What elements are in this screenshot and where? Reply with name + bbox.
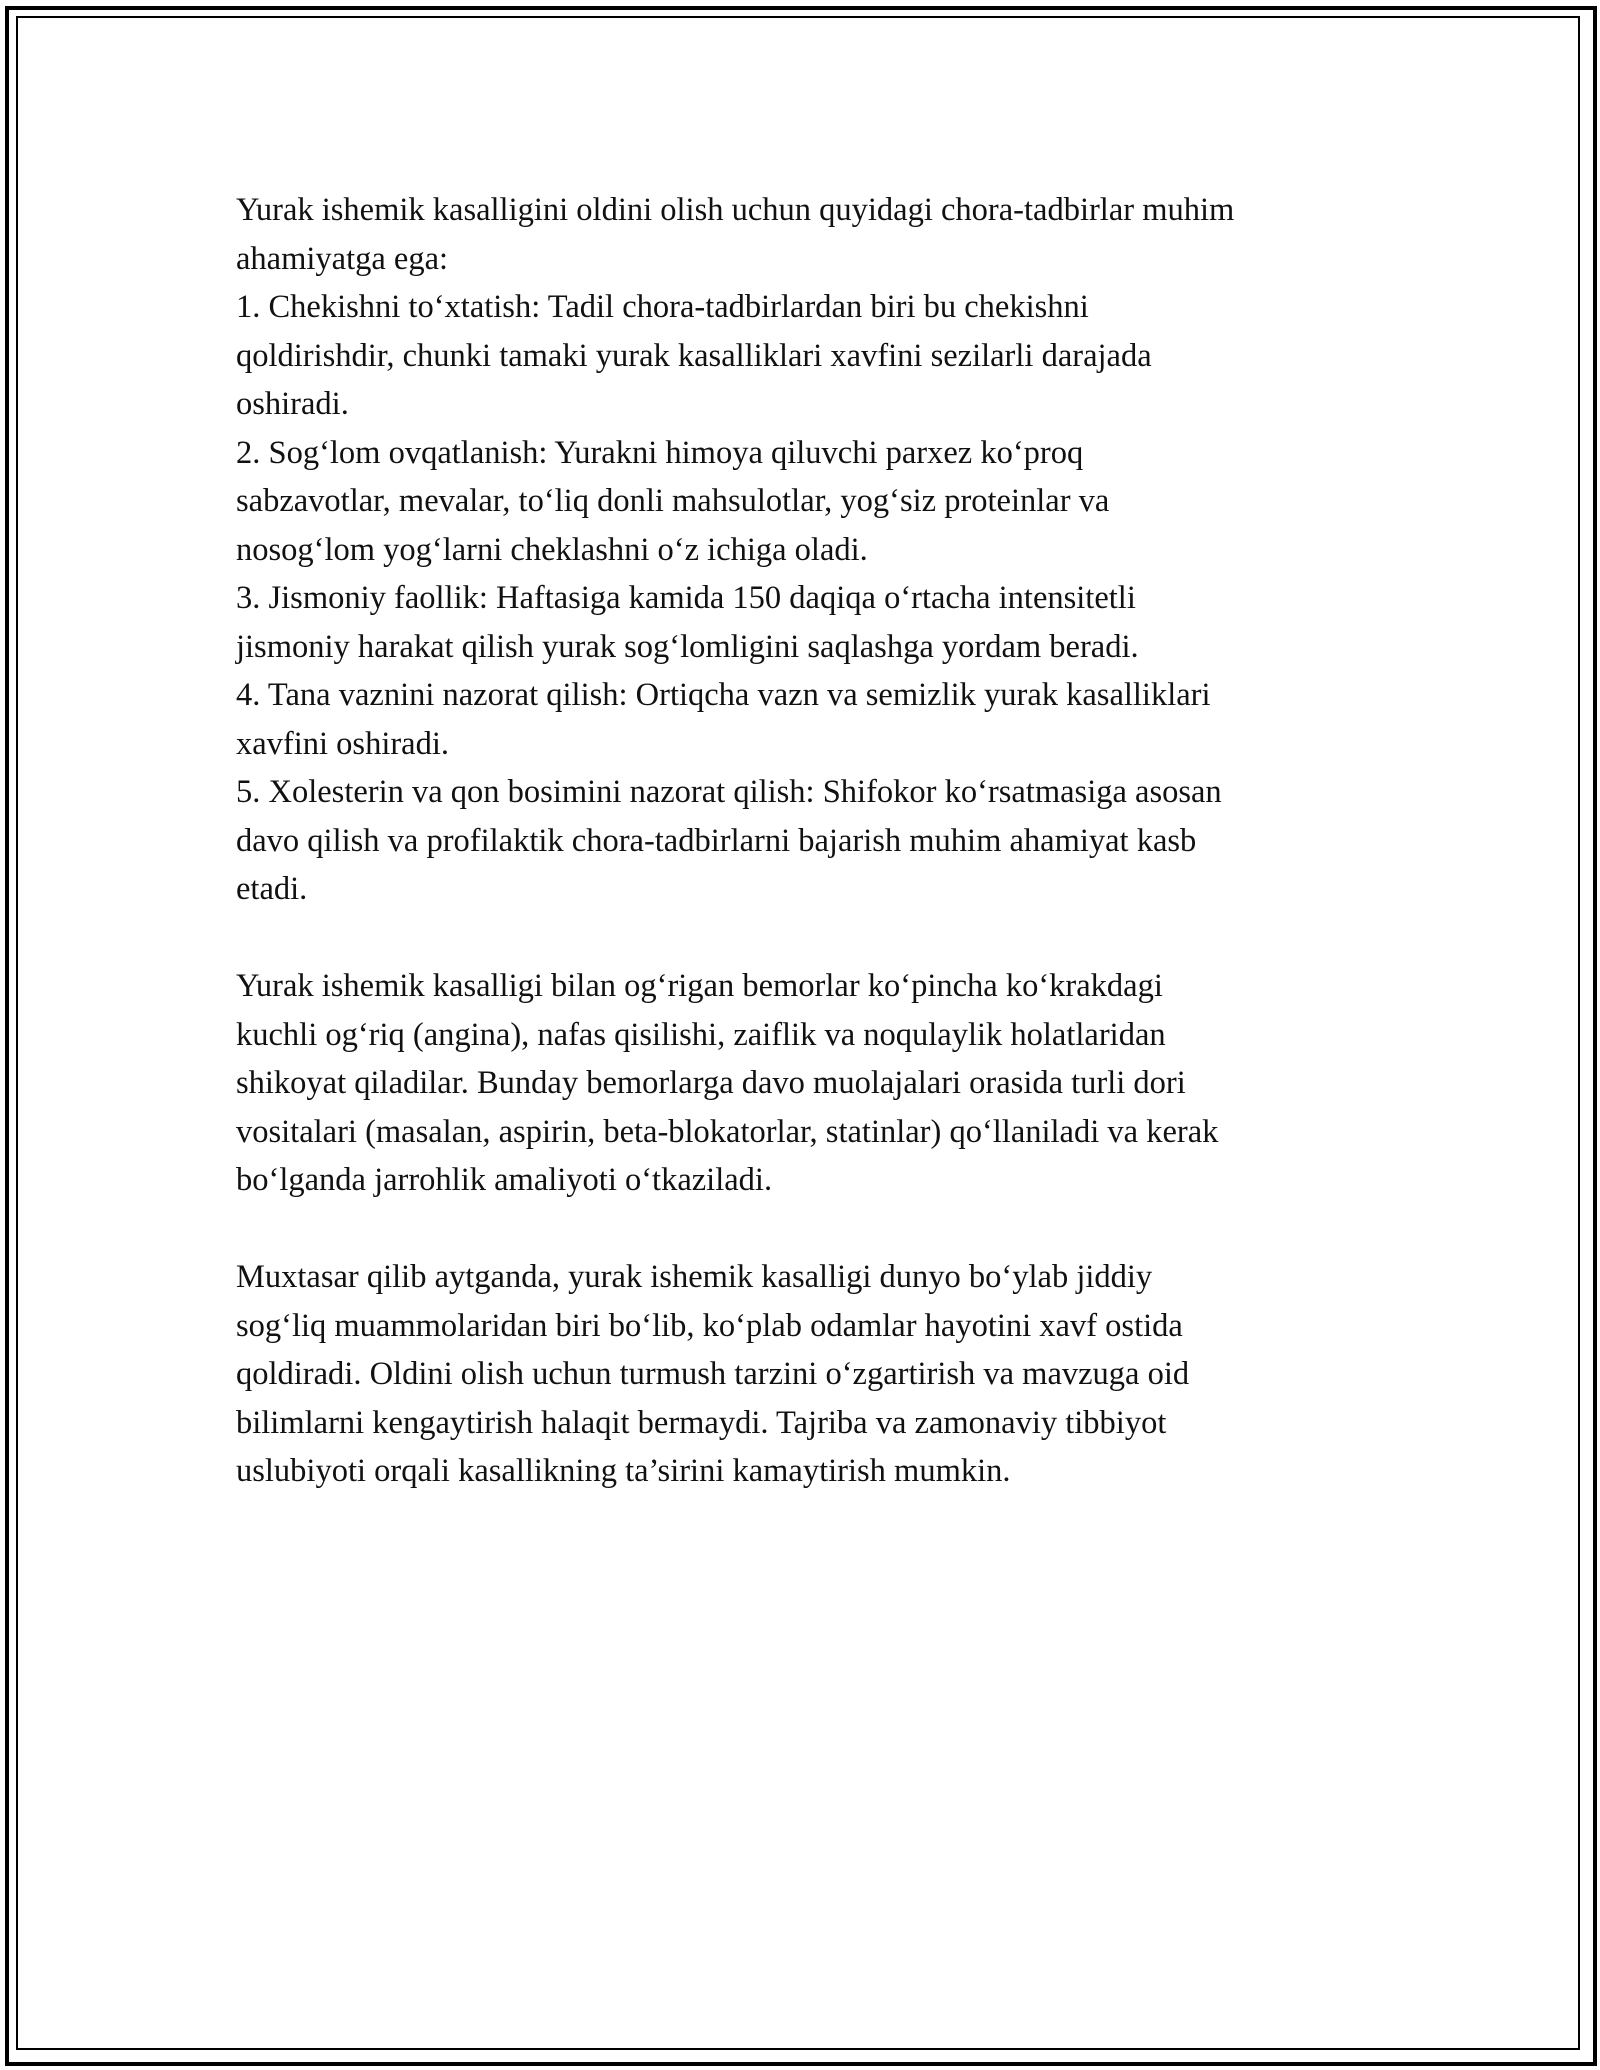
list-item-line: jismoniy harakat qilish yurak sog‘lomligini saqlashga yordam beradi. [236,628,1139,665]
paragraph-spacer [236,1205,1376,1254]
list-item-line: qoldirishdir, chunki tamaki yurak kasalliklari xavfini sezilarli darajada [236,337,1152,374]
paragraph-line: kuchli og‘riq (angina), nafas qisilishi, zaiflik va noqulaylik holatlaridan [236,1016,1166,1053]
paragraph-line: Muxtasar qilib aytganda, yurak ishemik kasalligi dunyo bo‘ylab jiddiy [236,1259,1153,1295]
list-item-line: sabzavotlar, mevalar, to‘liq donli mahsulotlar, yog‘siz proteinlar va [236,483,1110,519]
list-item-line: 3. Jismoniy faollik: Haftasiga kamida 150 daqiqa o‘rtacha intensitetli [236,580,1136,616]
paragraph-line: shikoyat qiladilar. Bunday bemorlarga davo muolajalari orasida turli dori [236,1065,1186,1101]
document-body [236,186,1376,1496]
intro-line: ahamiyatga ega: [236,240,449,277]
list-item-cholesterol [236,768,1376,914]
prevention-paragraph [236,186,1376,914]
list-item-nutrition [236,429,1376,575]
paragraph-line: bo‘lganda jarrohlik amaliyoti o‘tkaziladi. [236,1162,773,1198]
list-item-line: davo qilish va profilaktik chora-tadbirlarni bajarish muhim ahamiyat kasb [236,822,1197,859]
list-item-line: nosog‘lom yog‘larni cheklashni o‘z ichiga oladi. [236,531,868,568]
list-item-line: 4. Tana vaznini nazorat qilish: Ortiqcha vazn va semizlik yurak kasalliklari [236,677,1211,713]
list-item-weight [236,671,1376,768]
paragraph-line: uslubiyoti orqali kasallikning ta’sirini kamaytirish mumkin. [236,1453,1011,1489]
list-item-smoking [236,283,1376,429]
paragraph-line: bilimlarni kengaytirish halaqit bermaydi. Tajriba va zamonaviy tibbiyot [236,1404,1167,1441]
list-item-line: xavfini oshiradi. [236,725,450,762]
list-item-line: 1. Chekishni to‘xtatish: Tadil chora-tadbirlardan biri bu chekishni [236,289,1089,325]
paragraph-line: Yurak ishemik kasalligi bilan og‘rigan bemorlar ko‘pincha ko‘krakdagi [236,968,1163,1004]
symptoms-paragraph [236,962,1376,1205]
paragraph-line: sog‘liq muammolaridan biri bo‘lib, ko‘plab odamlar hayotini xavf ostida [236,1307,1183,1344]
list-item-line: 2. Sog‘lom ovqatlanish: Yurakni himoya qiluvchi parxez ko‘proq [236,434,1084,471]
intro-line: Yurak ishemik kasalligini oldini olish uchun quyidagi chora-tadbirlar muhim [236,192,1235,228]
paragraph-spacer [236,914,1376,963]
list-item-line: 5. Xolesterin va qon bosimini nazorat qilish: Shifokor ko‘rsatmasiga asosan [236,774,1222,810]
conclusion-paragraph [236,1253,1376,1496]
paragraph-line: qoldiradi. Oldini olish uchun turmush tarzini o‘zgartirish va mavzuga oid [236,1356,1190,1392]
paragraph-line: vositalari (masalan, aspirin, beta-blokatorlar, statinlar) qo‘llaniladi va kerak [236,1113,1219,1150]
list-item-line: oshiradi. [236,386,349,422]
list-item-activity [236,574,1376,671]
list-item-line: etadi. [236,871,308,907]
